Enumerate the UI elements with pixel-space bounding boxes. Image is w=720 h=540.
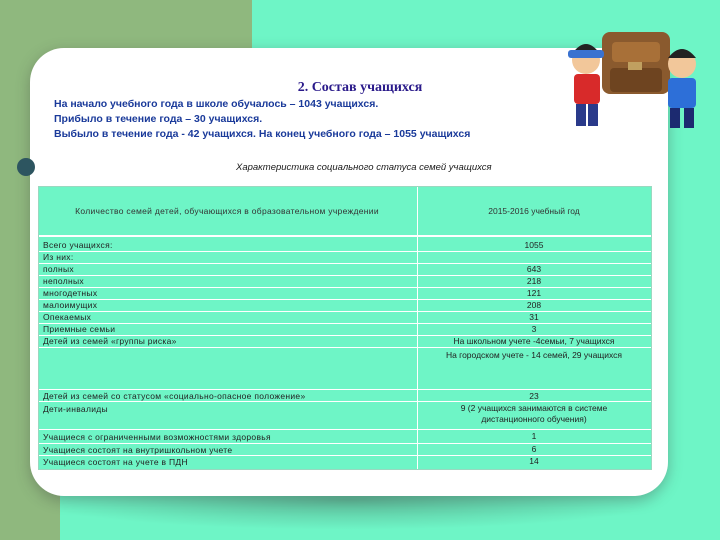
row-label: Всего учащихся: [43,240,113,250]
bullet-dot-icon [17,158,35,176]
row-value: 31 [529,312,539,322]
intro-text [54,97,574,142]
row-value: 208 [526,300,542,310]
table-header-right: 2015-2016 учебный год [488,206,580,216]
row-value: 9 (2 учащихся занимаются в системе дистанционного обучения) [460,403,608,424]
row-label: Учащиеся состоят на внутришкольном учете [43,445,233,455]
row-label: Из них: [43,252,74,262]
table-header-left: Количество семей детей, обучающихся в образовательном учреждении [75,206,379,216]
kids-backpack-illustration [562,28,708,130]
row-label: многодетных [43,288,98,298]
row-value: 14 [529,456,539,466]
row-value: 218 [526,276,542,286]
row-label: малоимущих [43,300,98,310]
row-value: 1055 [524,240,544,250]
row-divider [39,429,651,430]
table-caption: Характеристика социального статуса семей учащихся [236,162,492,173]
row-label: Детей из семей «группы риска» [43,336,177,346]
row-label: Детей из семей со статусом «социально-опасное положение» [43,391,306,401]
row-value: 643 [526,264,542,274]
intro-line: На начало учебного года в школе обучалось – 1043 учащихся. [54,98,379,110]
row-label: Учащиеся состоят на учете в ПДН [43,457,188,467]
row-divider [39,389,651,390]
intro-line: Прибыло в течение года – 30 учащихся. [54,113,263,125]
row-label: Приемные семьи [43,324,116,334]
row-label: Опекаемых [43,312,92,322]
social-status-table [38,186,652,470]
row-value: На школьном учете -4семьи, 7 учащихся [453,336,615,346]
row-value: 23 [529,391,539,401]
header-divider [39,235,651,237]
row-label: неполных [43,276,84,286]
row-label: полных [43,264,74,274]
row-value: 3 [531,324,537,334]
slide-title: 2. Состав учащихся [297,80,423,95]
intro-line: Выбыло в течение года - 42 учащихся. На конец учебного года – 1055 учащихся [54,128,471,140]
row-label: Учащиеся с ограниченными возможностями здоровья [43,432,271,442]
row-value: 6 [531,444,537,454]
row-divider [39,347,651,348]
row-value: На городском учете - 14 семей, 29 учащихся [445,350,623,360]
row-label: Дети-инвалиды [43,404,108,414]
row-value: 1 [531,431,537,441]
row-value: 121 [526,288,542,298]
column-divider [417,187,418,469]
